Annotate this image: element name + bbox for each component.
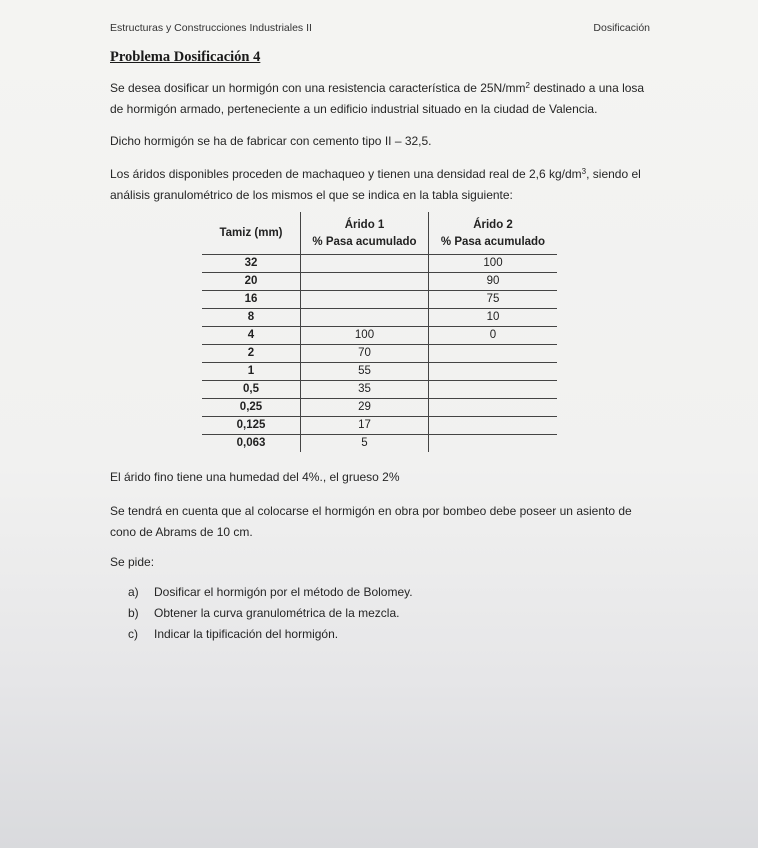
task-text: Indicar la tipificación del hormigón. bbox=[154, 627, 339, 641]
table-row bbox=[202, 255, 557, 273]
table-row bbox=[202, 345, 557, 363]
cell-tamiz: 0,5 bbox=[202, 381, 301, 399]
table-row bbox=[202, 381, 557, 399]
header-arido-1 bbox=[301, 212, 429, 255]
list-item bbox=[128, 603, 413, 624]
cell-arido-2 bbox=[429, 435, 558, 453]
task-text: Obtener la curva granulométrica de la mezcla. bbox=[154, 606, 400, 620]
table-row bbox=[202, 309, 557, 327]
granulometry-table bbox=[202, 212, 557, 452]
paragraph-aggregates bbox=[110, 164, 658, 206]
problem-title: Problema Dosificación 4 bbox=[110, 49, 261, 65]
cell-arido-1 bbox=[301, 273, 429, 291]
header-arido-2 bbox=[429, 212, 558, 255]
cell-tamiz: 0,25 bbox=[202, 399, 301, 417]
paragraph-slump: Se tendrá en cuenta que al colocarse el hormigón en obra por bombeo debe poseer un asiento de cono de Abrams de 10 cm. bbox=[110, 504, 632, 539]
header-arido-1-sub: % Pasa acumulado bbox=[312, 236, 417, 248]
list-item bbox=[128, 582, 413, 603]
p1-text-b: destinado a una losa de hormigón armado, perteneciente a un edificio industrial situado en la ciudad de Valencia. bbox=[110, 81, 645, 116]
paragraph-humidity: El árido fino tiene una humedad del 4%., el grueso 2% bbox=[110, 470, 400, 484]
cell-arido-2: 75 bbox=[429, 291, 558, 309]
cell-tamiz: 8 bbox=[202, 309, 301, 327]
task-text: Dosificar el hormigón por el método de Bolomey. bbox=[154, 585, 413, 599]
table-row bbox=[202, 291, 557, 309]
header-tamiz: Tamiz (mm) bbox=[202, 212, 301, 255]
p1-text-a: Se desea dosificar un hormigón con una resistencia característica de 25N/mm bbox=[110, 81, 526, 95]
task-marker: a) bbox=[128, 585, 139, 599]
cell-arido-1: 5 bbox=[301, 435, 429, 453]
cell-arido-2: 90 bbox=[429, 273, 558, 291]
cell-tamiz: 32 bbox=[202, 255, 301, 273]
cell-tamiz: 0,125 bbox=[202, 417, 301, 435]
cell-arido-2: 10 bbox=[429, 309, 558, 327]
cell-tamiz: 4 bbox=[202, 327, 301, 345]
table-header-row bbox=[202, 212, 557, 255]
cell-arido-1: 35 bbox=[301, 381, 429, 399]
cell-arido-2 bbox=[429, 399, 558, 417]
table-row bbox=[202, 417, 557, 435]
cell-arido-2 bbox=[429, 363, 558, 381]
cell-arido-1: 70 bbox=[301, 345, 429, 363]
cell-arido-1: 17 bbox=[301, 417, 429, 435]
paragraph-resistance bbox=[110, 78, 658, 120]
table-row bbox=[202, 363, 557, 381]
cell-tamiz: 1 bbox=[202, 363, 301, 381]
cell-arido-2: 100 bbox=[429, 255, 558, 273]
list-item bbox=[128, 624, 413, 645]
table-row bbox=[202, 273, 557, 291]
header-arido-2-title: Árido 2 bbox=[473, 219, 513, 231]
cell-arido-1 bbox=[301, 291, 429, 309]
cell-arido-1 bbox=[301, 309, 429, 327]
p1-superscript: 2 bbox=[525, 81, 530, 90]
paragraph-requested: Se pide: bbox=[110, 555, 155, 569]
table-row bbox=[202, 327, 557, 345]
task-marker: c) bbox=[128, 627, 138, 641]
p3-text-b: , siendo el análisis granulométrico de los mismos el que se indica en la tabla siguiente: bbox=[110, 167, 641, 202]
p3-superscript: 3 bbox=[581, 167, 587, 176]
cell-tamiz: 0,063 bbox=[202, 435, 301, 453]
header-course: Estructuras y Construcciones Industriales II bbox=[110, 22, 312, 34]
cell-tamiz: 2 bbox=[202, 345, 301, 363]
cell-arido-1: 55 bbox=[301, 363, 429, 381]
paragraph-cement: Dicho hormigón se ha de fabricar con cemento tipo II – 32,5. bbox=[110, 134, 432, 148]
task-marker: b) bbox=[128, 606, 139, 620]
cell-arido-2 bbox=[429, 381, 558, 399]
header-section: Dosificación bbox=[593, 22, 650, 34]
table-row bbox=[202, 435, 557, 453]
cell-tamiz: 16 bbox=[202, 291, 301, 309]
cell-arido-1: 100 bbox=[301, 327, 429, 345]
header-arido-2-sub: % Pasa acumulado bbox=[440, 236, 546, 248]
table-row bbox=[202, 399, 557, 417]
cell-arido-2 bbox=[429, 417, 558, 435]
cell-arido-1: 29 bbox=[301, 399, 429, 417]
cell-arido-2 bbox=[429, 345, 558, 363]
p3-text-a: Los áridos disponibles proceden de machaqueo y tienen una densidad real de 2,6 kg/dm bbox=[110, 167, 582, 181]
cell-arido-1 bbox=[301, 255, 429, 273]
task-list bbox=[128, 582, 413, 645]
header-arido-1-title: Árido 1 bbox=[344, 219, 385, 231]
cell-arido-2: 0 bbox=[429, 327, 558, 345]
cell-tamiz: 20 bbox=[202, 273, 301, 291]
